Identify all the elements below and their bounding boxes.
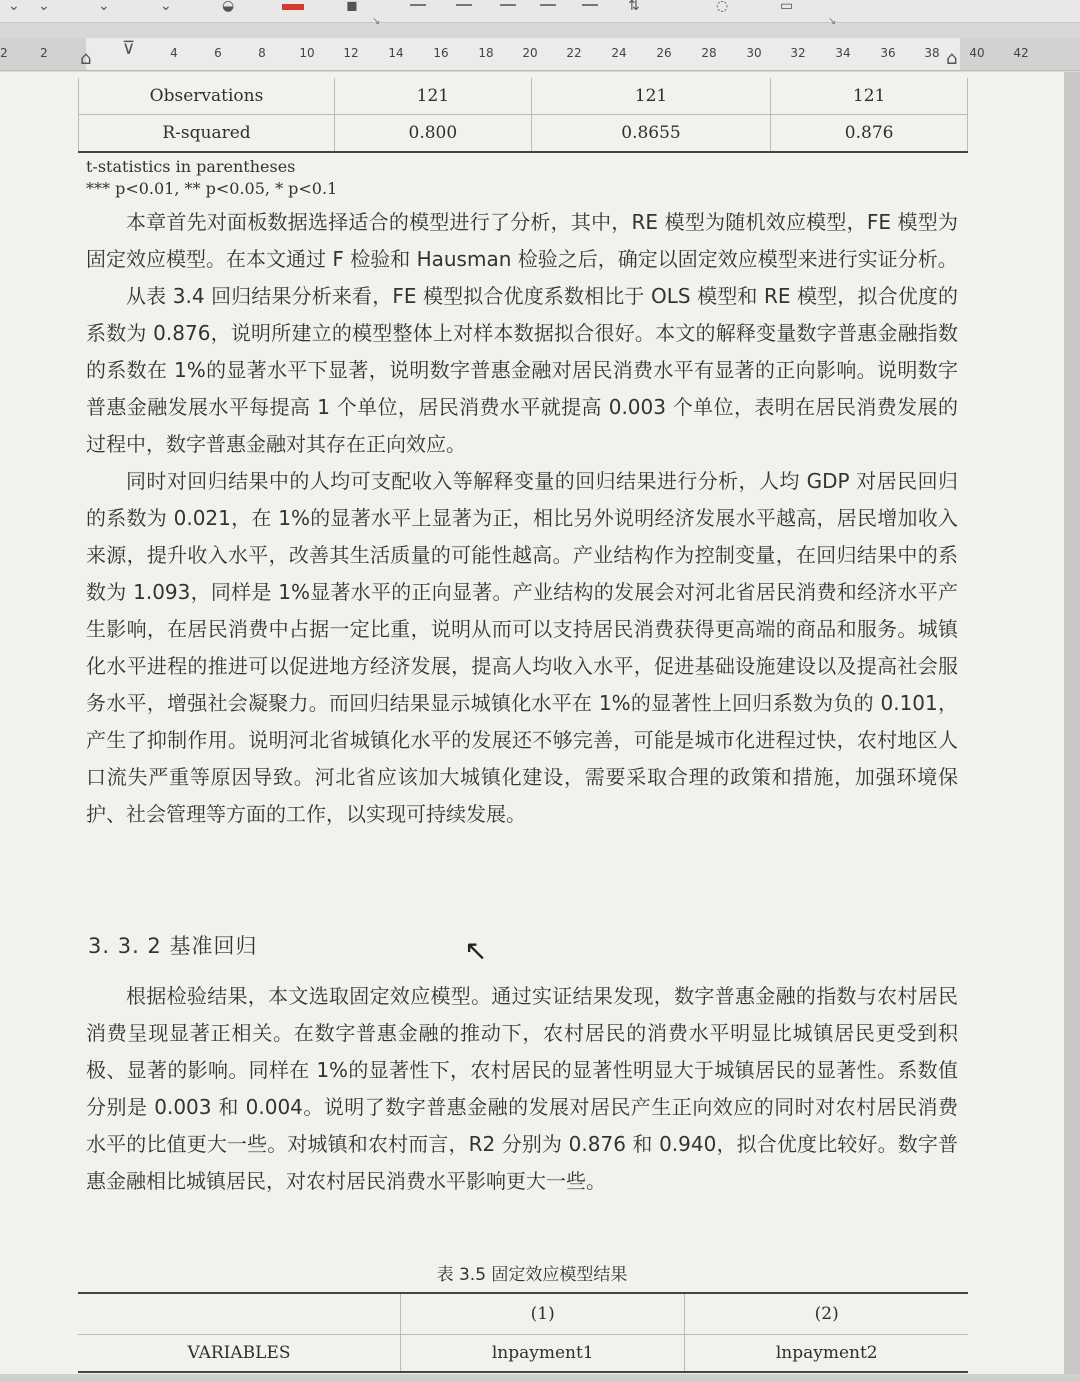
table-cell: 0.876 — [771, 115, 968, 153]
ruler-tick-label: 32 — [790, 46, 806, 60]
ruler-tick-label: 28 — [701, 46, 717, 60]
ruler-tick-label: 14 — [388, 46, 404, 60]
paragraph: 本章首先对面板数据选择适合的模型进行了分析，其中，RE 模型为随机效应模型，FE 模型为固定效应模型。在本文通过 F 检验和 Hausman 检验之后，确定以固定效应模型来进行实证分析。 — [86, 210, 958, 271]
table-col-header: (1) — [401, 1293, 685, 1335]
table-caption: 表 3.5 固定效应模型结果 — [436, 1265, 628, 1285]
ruler-tick-label: 34 — [835, 46, 851, 60]
table-cell-label: VARIABLES — [78, 1335, 401, 1373]
ruler-tick-label: 8 — [258, 46, 266, 60]
ruler-tick-label: 4 — [170, 46, 178, 60]
table-cell — [78, 1293, 401, 1335]
paragraph: 根据检验结果，本文选取固定效应模型。通过实证结果发现，数字普惠金融的指数与农村居民消费呈现显著正相关。在数字普惠金融的推动下，农村居民的消费水平明显比城镇居民更受到积极、显著的影响。同样在 1%的显著性下，农村居民的显著性明显大于城镇居民的显著性。系数值分别是 0.003 和 0.004。说明了数字普惠金融的发展对居民产生正向效应的同时对农村居民消费水平的比值更大一些。对城镇和农村而言，R2 分别为 0.876 和 0.940，拟合优度比较好。数字普惠金融相比城镇居民，对农村居民消费水平影响更大一些。 — [86, 984, 958, 1193]
table-cell-label: Observations — [79, 78, 335, 115]
table-row — [78, 1335, 968, 1373]
ruler-tick-label: 18 — [478, 46, 494, 60]
section-heading: 3. 3. 2 基准回归 — [88, 934, 258, 958]
paragraph: 从表 3.4 回归结果分析来看，FE 模型拟合优度系数相比于 OLS 模型和 RE 模型，拟合优度的系数为 0.876，说明所建立的模型整体上对样本数据拟合很好。本文的解释变量数字普惠金融指数的系数在 1%的显著水平下显著，说明数字普惠金融对居民消费水平有显著的正向影响。说明数字普惠金融发展水平每提高 1 个单位，居民消费水平就提高 0.003 个单位，表明在居民消费发展的过程中，数字普惠金融对其存在正向效应。 — [86, 284, 958, 456]
font-color-dropdown-icon[interactable]: ⌄ — [160, 0, 172, 14]
ruler-tick-label: 2 — [0, 46, 8, 60]
ruler-tick-label: 2 — [40, 46, 48, 60]
table-notes — [86, 156, 337, 200]
font-group-launcher-icon[interactable]: ↘ — [372, 16, 381, 27]
justify-icon[interactable] — [540, 4, 556, 6]
regression-table-bottom — [78, 1292, 968, 1373]
ruler-tick-label: 40 — [969, 46, 985, 60]
font-style-dropdown-icon[interactable]: ⌄ — [98, 0, 110, 14]
table-col-header: (2) — [685, 1293, 968, 1335]
page-shadow — [1064, 72, 1080, 1382]
red-color-swatch[interactable] — [282, 4, 304, 10]
status-bar — [0, 1374, 1080, 1382]
ruler-tick-label: 22 — [566, 46, 582, 60]
table-cell: 121 — [531, 78, 771, 115]
table-cell: 0.8655 — [531, 115, 771, 153]
ruler-tick-label: 36 — [880, 46, 896, 60]
first-line-indent-marker-icon[interactable]: ⊽ — [122, 38, 136, 59]
table-cell: 121 — [335, 78, 532, 115]
ruler-tick-label: 30 — [746, 46, 762, 60]
body-text-block-a[interactable] — [86, 204, 958, 833]
table-cell: lnpayment2 — [685, 1335, 968, 1373]
border-icon[interactable]: ▭ — [780, 0, 794, 14]
ruler-tick-label: 6 — [214, 46, 222, 60]
chevron-down-icon[interactable]: ⌄ — [8, 0, 20, 14]
table-note-line: *** p<0.01, ** p<0.05, * p<0.1 — [86, 179, 338, 198]
table-row — [79, 115, 968, 153]
paragraph: 同时对回归结果中的人均可支配收入等解释变量的回归结果进行分析，人均 GDP 对居民回归的系数为 0.021，在 1%的显著水平上显著为正，相比另外说明经济发展水平越高，居民增加收入来源，提升收入水平，改善其生活质量的可能性越高。产业结构作为控制变量，在回归结果中的系数为 1.093，同样是 1%显著水平的正向显著。产业结构的发展会对河北省居民消费和经济水平产生影响，在居民消费中占据一定比重，说明从而可以支持居民消费获得更高端的商品和服务。城镇化水平进程的推进可以促进地方经济发展，提高人均收入水平，促进基础设施建设以及提高社会服务水平，增强社会凝聚力。而回归结果显示城镇化水平在 1%的显著性上回归系数为负的 0.101，产生了抑制作用。说明河北省城镇化水平的发展还不够完善，可能是城市化进程过快，农村地区人口流失严重等原因导致。河北省应该加大城镇化建设，需要采取合理的政策和措施，加强环境保护、社会管理等方面的工作，以实现可持续发展。 — [86, 469, 958, 826]
left-indent-marker-icon[interactable]: ⌂ — [80, 48, 92, 69]
document-page[interactable] — [0, 72, 1064, 1374]
body-text-block-b[interactable] — [86, 978, 958, 1200]
highlight-icon[interactable]: ◒ — [222, 0, 235, 14]
align-left-icon[interactable] — [410, 4, 426, 6]
line-spacing-icon[interactable]: ⇅ — [628, 0, 640, 14]
table-cell-label: R-squared — [79, 115, 335, 153]
horizontal-ruler[interactable] — [0, 38, 1080, 71]
align-right-icon[interactable] — [500, 4, 516, 6]
ruler-tick-label: 42 — [1013, 46, 1029, 60]
table-row — [79, 78, 968, 115]
ruler-tick-label: 38 — [924, 46, 940, 60]
align-center-icon[interactable] — [456, 4, 472, 6]
table-cell: 0.800 — [335, 115, 532, 153]
table-note-line: t-statistics in parentheses — [86, 157, 296, 176]
table-cell: 121 — [771, 78, 968, 115]
regression-table-top — [78, 78, 968, 153]
mouse-cursor-icon: ↖ — [464, 934, 488, 967]
right-indent-marker-icon[interactable]: ⌂ — [946, 48, 958, 69]
ruler-tick-label: 20 — [522, 46, 538, 60]
distributed-icon[interactable] — [582, 4, 598, 6]
ribbon-toolbar — [0, 0, 1080, 27]
paragraph-group-launcher-icon[interactable]: ↘ — [828, 16, 837, 27]
ruler-tick-label: 12 — [343, 46, 359, 60]
table-cell: lnpayment1 — [401, 1335, 685, 1373]
ruler-tick-label: 24 — [611, 46, 627, 60]
ruler-tick-label: 26 — [656, 46, 672, 60]
ruler-tick-label: 16 — [433, 46, 449, 60]
font-size-dropdown-icon[interactable]: ⌄ — [38, 0, 50, 14]
shading-icon[interactable]: ◌ — [716, 0, 729, 14]
ruler-tick-label: 10 — [299, 46, 315, 60]
table-row — [78, 1293, 968, 1335]
char-shading-icon[interactable]: ◼ — [346, 0, 358, 14]
